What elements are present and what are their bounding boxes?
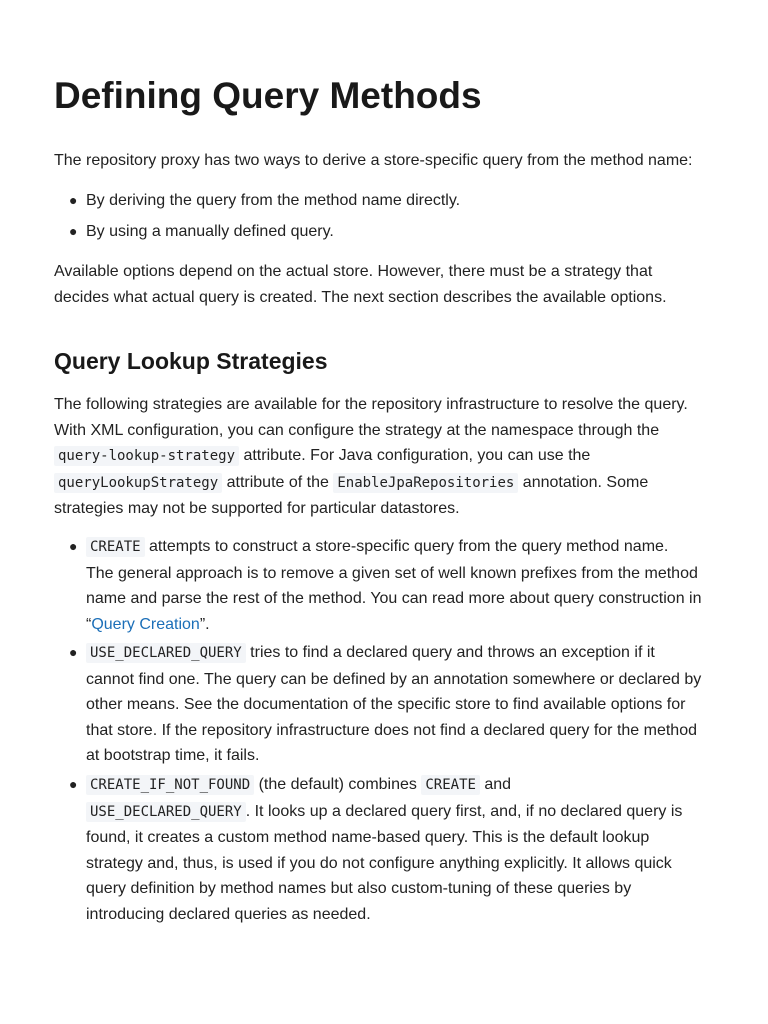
code-query-lookup-strategy: query-lookup-strategy <box>54 446 239 466</box>
bullet-icon: ● <box>69 192 78 208</box>
code-enable-jpa-repositories: EnableJpaRepositories <box>333 473 518 493</box>
bullet-icon: ● <box>69 538 78 554</box>
code-create-if-not-found: CREATE_IF_NOT_FOUND <box>86 775 254 795</box>
page-title: Defining Query Methods <box>54 75 482 116</box>
list-item-create-if-not-found: ● CREATE_IF_NOT_FOUND (the default) combines CREATE and USE_DECLARED_QUERY . It looks up a declared query first, and, if no declared query is found, it creates a custom method name-based query. This is the default lookup strategy and, thus, is used if you do not configure anything explicitly. It allows quick query definition by method names but also custom-tuning of these queries by introducing declared queries as needed. <box>54 772 724 912</box>
bullet-icon: ● <box>69 644 78 660</box>
strategies-paragraph: The following strategies are available for the repository infrastructure to resolve the query. With XML configuration, you can configure the strategy at the namespace through the query-lookup-strategy attribute. For Java configuration, you can use the queryLookupStrategy attribute of the EnableJpaRepositories annotation. Some strategies may not be supported for particular datastores. <box>54 396 688 517</box>
strategies-list <box>54 534 724 923</box>
code-create-inline: CREATE <box>421 775 480 795</box>
section-title: Query Lookup Strategies <box>54 348 328 374</box>
code-query-lookup-strategy-attr: queryLookupStrategy <box>54 473 222 493</box>
list-item: ● By deriving the query from the method name directly. <box>54 188 724 219</box>
list-item: ● By using a manually defined query. <box>54 219 724 250</box>
query-creation-link[interactable]: Query Creation <box>91 615 200 633</box>
code-use-declared-query: USE_DECLARED_QUERY <box>86 643 246 663</box>
code-use-declared-query-inline: USE_DECLARED_QUERY <box>86 802 246 822</box>
list-item-create: ● CREATE attempts to construct a store-specific query from the query method name. The general approach is to remove a given set of well known prefixes from the method name and parse the rest of the method. You can read more about query construction in “Query Creation”. <box>54 534 724 640</box>
intro-paragraph: The repository proxy has two ways to derive a store-specific query from the method name: <box>54 152 693 169</box>
ways-list <box>54 188 724 250</box>
list-item-use-declared-query: ● USE_DECLARED_QUERY tries to find a declared query and throws an exception if it cannot find one. The query can be defined by an annotation somewhere or declared by other means. See the documentation of the specific store to find available options for that store. If the repository infrastructure does not find a declared query for the method at bootstrap time, it fails. <box>54 640 724 772</box>
bullet-icon: ● <box>69 776 78 792</box>
code-create: CREATE <box>86 537 145 557</box>
available-options-paragraph: Available options depend on the actual store. However, there must be a strategy that decides what actual query is created. The next section describes the available options. <box>54 263 667 306</box>
bullet-icon: ● <box>69 223 78 239</box>
